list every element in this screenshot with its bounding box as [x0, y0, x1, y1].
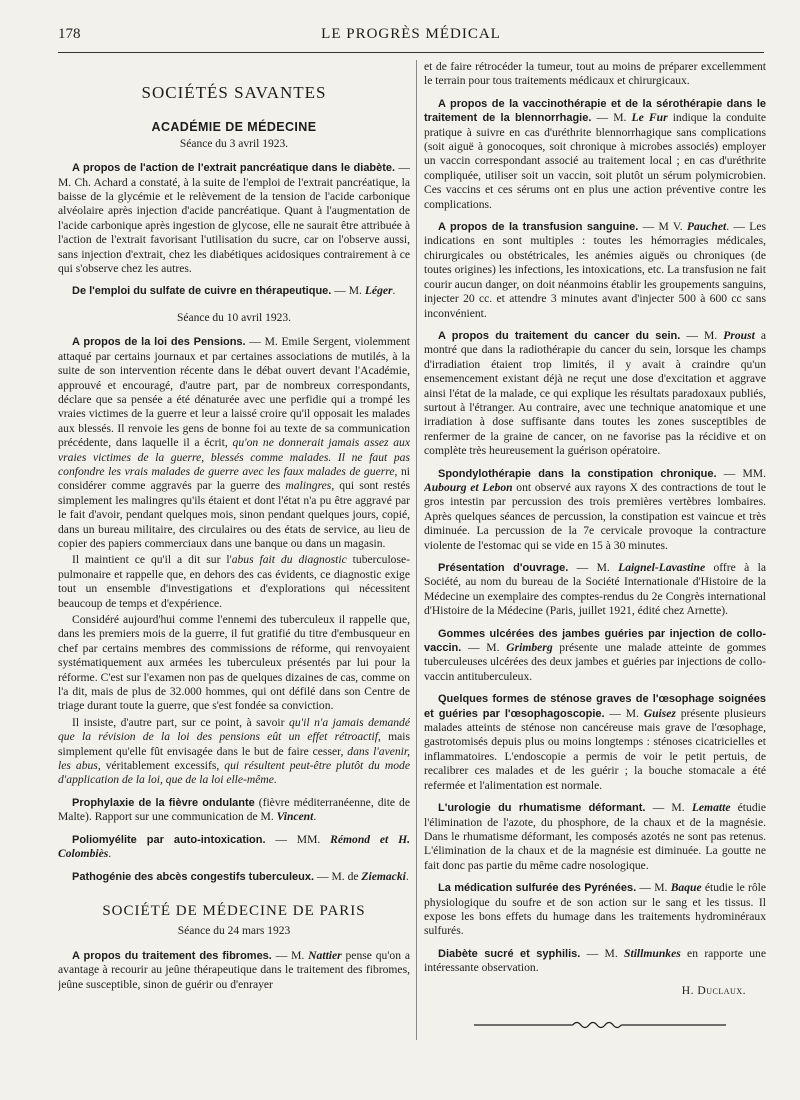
entry-text: offre à la Société, au nom du bureau de la Société Internationale d'Histoire de la Médecine un exemplaire des comptes-rendus du 2e Congrès international d'Histoire de la Médecine (Paris, juillet 1921, édité chez Arnette). [424, 561, 766, 618]
author-name: Rémond et H. Colombiès [58, 832, 410, 861]
entry-text: étudie le rôle physiologique du soufre et de son action sur le sang et les tissus. Il expose les bons effets du humage dans les traitements hydrominéraux sulfurés. [424, 881, 766, 938]
entry-text: . — Les indications en sont multiples : toutes les hémorragies médicales, chirurgicales ou obstétricales, les anémies aiguës ou chroniques (de toutes origines) les infections, les intoxications, etc. La transfusion ne fait courir aucun danger, on doit néanmoins établir les groupements sanguins, injecter 20 cc. et attendre 3 minutes avant d'injecter 500 à 600 cc sans inconvénient. [424, 220, 766, 320]
report-entry [424, 947, 766, 976]
entry-topic: La médication sulfurée des Pyrénées. [438, 882, 637, 895]
entry-topic: A propos de l'action de l'extrait pancréatique dans le diabète. [72, 162, 396, 175]
entry-text: — M. Ch. Achard a constaté, à la suite de l'emploi de l'extrait pancréatique, la baisse de la glycémie et le relèvement de la tension de l'acide carbonique alvéolaire après injection d'acide pancréatique. Quant à l'augmentation de l'acide carbonique après ingestion de glycose, elle ne saurait être attribuée à l'action de l'extrait favorisant l'utilisation du sucre, car on l'observe aussi, sans injection d'extrait, chez les diabétiques acidosiques contrairement à ce qui s'observe chez les autres. [58, 161, 410, 276]
report-entry [58, 870, 410, 884]
entry-text: Il maintient ce qu'il a dit sur l' [72, 553, 232, 567]
entry-text: Il insiste, d'autre part, sur ce point, à savoir [72, 715, 290, 729]
entry-text: ont observé aux rayons X des contractions de tout le gros intestin par percussion des trois premières vertèbres lombaires. Après quelques séances de percussion, la constipation est vaincue et très diminuée. La percussion de la 7e cervicale provoque la contracture violente de l'estomac qui se vide en 15 à 30 minutes. [424, 480, 766, 552]
entry-text: — M V. [638, 220, 687, 234]
entry-text: et de faire rétrocéder la tumeur, tout au moins de préparer excellemment le terrain pour tous traitements médicaux et chirurgicaux. [424, 60, 766, 88]
org-title-societe: SOCIÉTÉ DE MÉDECINE DE PARIS [102, 902, 366, 919]
entry-text: — M. [271, 948, 309, 962]
entry-italic: dans l'avenir, les abus [58, 744, 410, 773]
author-name: Léger [364, 284, 393, 298]
author-name: Ziemacki [361, 869, 406, 883]
entry-text: étudie l'élimination de l'azote, du phosphore, de la chaux et de la magnésie. Dans le rhumatisme déformant, les composés azotés ne sont pas retenus. L'élimination de la chaux et de la magnésie est diminuée. La goutte ne fait donc pas partie du même cadre nosologique. [424, 801, 766, 872]
ornament-line-icon [474, 1018, 726, 1032]
entry-topic: Prophylaxie de la fièvre ondulante [72, 796, 255, 809]
entry-text: — MM. [716, 466, 766, 480]
author-name: Grimberg [506, 641, 553, 655]
report-entry [424, 329, 766, 459]
report-paragraph [58, 613, 410, 714]
entry-text: . [313, 810, 317, 824]
entry-topic: Diabète sucré et syphilis. [438, 947, 581, 960]
signature: H. Duclaux. [681, 983, 746, 997]
author-name: Le Fur [631, 111, 668, 125]
entry-text: présente plusieurs malades atteints de sténose non cancéreuse mais grave de l'œsophage, gastrotomisés depuis plus ou moins longtemps : sténoses cicatricielles et inflammatoires. L'endoscopie a permis de voir le petit pertuis, de recalibrer ces malades et de les guérir ; la bouche stomacale a été refermée et l'alimentation est normale. [424, 706, 766, 792]
section-title: SOCIÉTÉS SAVANTES [141, 83, 327, 102]
entry-topic: Présentation d'ouvrage. [438, 562, 569, 574]
page-header [58, 26, 764, 46]
entry-italic: qu'il n'a jamais demandé que la révision de la loi des pensions eût un effet rétroactif [58, 715, 410, 744]
header-rule [58, 52, 764, 53]
entry-text: — M. [591, 111, 632, 125]
entry-italic: malingres [285, 479, 332, 493]
entry-text: Considéré aujourd'hui comme l'ennemi des tuberculeux il rappelle que, dans les premiers mois de la guerre, il fut gratifié du titre d'embusqueur en chef par certains membres des commissions de réforme, qui renvoyaient systématiquement aux armées les tuberculeux présentés par lui pour la réforme. C'est sur l'examen non pas de quelques dizaines de cas, comme on l'a dit, mais de plus de 32.000 hommes, qui ont défilé dans son Centre de triage durant toute la guerre, que s'est fondée sa conviction. [58, 613, 410, 713]
report-entry [424, 97, 766, 212]
entry-italic: qu'on ne donnerait jamais assez aux vraies victimes de la guerre, blessés comme malades. Il ne faut pas confondre les vrais malades de guerre avec les faux malades de guerre [58, 436, 410, 478]
report-entry [58, 284, 410, 298]
running-title: LE PROGRÈS MÉDICAL [321, 26, 501, 42]
report-paragraph [58, 716, 410, 788]
author-name: Proust [723, 328, 755, 342]
author-name: Laignel-Lavastine [618, 561, 706, 574]
session-date: Séance du 24 mars 1923 [177, 925, 291, 938]
entry-text: — M. [636, 881, 671, 895]
entry-text: — M. [580, 946, 625, 960]
entry-text: . [108, 847, 112, 861]
report-entry [58, 335, 410, 551]
author-name: Guisez [643, 706, 676, 720]
entry-text: — M. de [314, 869, 362, 883]
entry-text: , mais simplement qu'elle fût envisagée dans le but de faire cesser, [58, 730, 410, 758]
entry-topic: Pathogénie des abcès congestifs tuberculeux. [72, 870, 315, 883]
report-entry [58, 796, 410, 825]
entry-topic: L'urologie du rhumatisme déformant. [438, 802, 646, 815]
column-divider [416, 60, 417, 1040]
entry-topic: A propos de la transfusion sanguine. [438, 221, 639, 234]
entry-topic: A propos de la loi des Pensions. [72, 336, 246, 349]
entry-text: pense qu'on a avantage à recourir au jeûne thérapeutique dans le traitement des fibromes, jeûne susceptible, sinon de guérir ou d'enrayer [58, 948, 410, 991]
right-column [424, 60, 766, 1080]
entry-topic: Gommes ulcérées des jambes guéries par injection de collo-vaccin. [424, 627, 766, 655]
entry-text: — MM. [265, 832, 331, 846]
report-entry [424, 627, 766, 685]
entry-text: . [392, 284, 396, 298]
entry-text: tuberculose-pulmonaire et rappelle que, en dehors des cas évidents, ce diagnostic exige tout un ensemble d'investigations et d'explorations qui nécessitent beaucoup de temps et d'expérience. [58, 553, 410, 610]
author-name: Baque [670, 881, 702, 895]
entry-text: , ni considérer comme aggravés par la guerre des [58, 464, 410, 493]
session-date: Séance du 3 avril 1923. [179, 137, 289, 150]
author-name: Aubourg et Lebon [424, 480, 513, 494]
entry-topic: Spondylothérapie dans la constipation chronique. [438, 467, 717, 480]
entry-topic: Poliomyélite par auto-intoxication. [72, 833, 266, 846]
entry-topic: Quelques formes de sténose graves de l'œsophage soignées et guéries par l'œsophagoscopie. [424, 693, 766, 720]
report-paragraph [58, 553, 410, 611]
entry-text: (fièvre méditerranéenne, dite de Malte). Rapport sur une communication de M. [58, 795, 410, 824]
entry-text: , qui sont restés simplement les malingres qu'ils étaient et dont l'état n'a pu être aggravé par le fait d'avoir, pendant quelques mois, sinon pendant quelques jours, copié, dans un bureau militaire, des circulaires ou des états de service, au lieu de copier des papiers commerciaux dans une banque ou dans un magasin. [58, 479, 410, 550]
report-entry [424, 561, 766, 619]
entry-text: . [405, 869, 409, 883]
entry-text: — M. [604, 706, 644, 720]
session-date: Séance du 10 avril 1923. [176, 311, 291, 324]
report-entry [58, 833, 410, 862]
author-name: Stillmunkes [624, 946, 681, 960]
author-name: Nattier [308, 948, 342, 962]
entry-topic: A propos du traitement des fibromes. [72, 949, 272, 962]
entry-text: présente une malade atteinte de gommes tuberculeuses ulcérées des deux jambes et guéries par injections de collo-vaccin antituberculeux. [424, 641, 766, 683]
entry-topic: A propos de la vaccinothérapie et de la sérothérapie dans le traitement de la blennorrhagie. [424, 97, 766, 125]
entry-text: — M. [331, 284, 365, 298]
report-entry [424, 881, 766, 939]
entry-text: — M. [680, 328, 724, 342]
entry-text: — M. [568, 561, 619, 574]
entry-text: — M. [645, 801, 692, 815]
entry-text: , véritablement excessifs, [97, 759, 225, 773]
author-name: Lematte [691, 801, 731, 815]
page-number: 178 [58, 26, 81, 42]
report-entry [424, 220, 766, 321]
report-entry [58, 949, 410, 992]
entry-topic: A propos du traitement du cancer du sein. [438, 329, 681, 342]
report-entry [58, 161, 410, 276]
entry-topic: De l'emploi du sulfate de cuivre en thérapeutique. [72, 285, 332, 298]
entry-text: — M. [461, 641, 507, 655]
entry-italic: qui résultent peut-être plutôt du mode d'application de la loi, que de la loi elle-même. [58, 759, 410, 787]
entry-text: — M. Emile Sergent, violemment attaqué par certains journaux et par certaines associations de mutilés, à la suite de son intervention récente dans le débat ouvert devant l'Académie, approuvé et encouragé, d'autre part, par de nombreux correspondants, déclare que sa pensée a été dénaturée avec une perfidie qui a trompé les vraies victimes de la guerre et leur a laissé croire qu'il opposait les malades aux blessés. Il renvoie les gens de bonne foi au texte de sa communication précédente, dans laquelle il a écrit, [58, 335, 410, 450]
report-paragraph [424, 60, 766, 89]
end-ornament [474, 1018, 726, 1032]
entry-italic: abus fait du diagnostic [231, 553, 347, 567]
author-name: Pauchet [686, 220, 727, 234]
entry-text: a montré que dans la radiothérapie du cancer du sein, lorsque les champs d'irradiation étaient trop limités, il y avait à craindre qu'un ensemencement existant déjà ne reçut une dose d'excitation et aggrave ainsi l'état de la malade, ce qui explique les résultats paradoxaux publiés, surtout à l'étranger. Au contraire, avec une technique anatomique et une irradiation à dose suffisante dans toutes les zones susceptibles de renfermer de la graine de cancer, on ne favorise pas la récidive et on complète très heureusement la guérison opératoire. [424, 328, 766, 458]
entry-text: en rapporte une intéressante observation. [424, 946, 766, 975]
report-entry [424, 801, 766, 873]
author-name: Vincent [276, 810, 314, 824]
report-entry [424, 467, 766, 553]
entry-text: indique la conduite pratique à suivre en cas d'uréthrite blennorrhagique sans complications (soit aiguë à gonocoques, soit chronique à microbes associés) employer un vaccin correspondant associé au traitement local ; en cas d'uréthrite compliquée, utiliser soit un vaccin, soit plutôt un sérum polymicrobien. Ces vaccins et ces sérums ont en plus une action préventive contre les complications. [424, 111, 766, 211]
report-entry [424, 692, 766, 793]
org-title-academie: ACADÉMIE DE MÉDECINE [151, 120, 317, 135]
left-column [58, 60, 410, 1080]
